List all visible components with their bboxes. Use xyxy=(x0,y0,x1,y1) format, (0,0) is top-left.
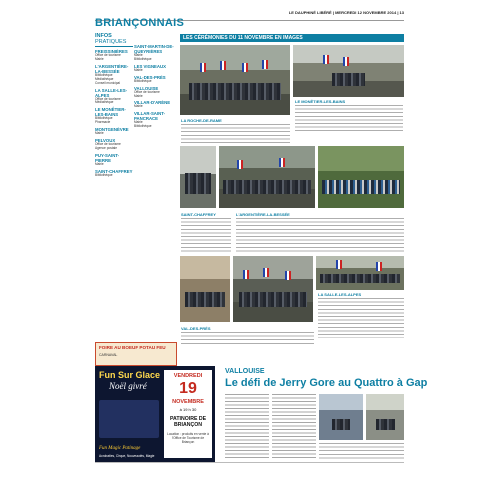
infos-service: Office de tourisme xyxy=(134,89,160,94)
infos-service: Médiathèque xyxy=(95,76,114,81)
infos-service: Mairie xyxy=(95,56,104,61)
infos-town: LE MONÊTIER-LES-BAINS xyxy=(95,107,126,118)
photo-roche xyxy=(180,45,290,115)
article-title: Le défi de Jerry Gore au Quattro à Gap xyxy=(225,377,428,389)
text-chaffrey xyxy=(181,218,231,252)
infos-town: SAINT-CHAFFREY xyxy=(95,168,133,174)
infos-service: Mairie xyxy=(134,93,143,98)
infos-town: LA SALLE-LES-ALPES xyxy=(95,87,128,98)
infos-town: MONTGENÈVRE xyxy=(95,127,129,133)
article-photo-caption xyxy=(319,443,404,460)
infos-col1 xyxy=(95,49,133,178)
infos-service: Office de tourisme xyxy=(95,53,121,57)
article-kicker: VALLOUISE xyxy=(225,368,265,375)
text-salle xyxy=(318,298,404,338)
masthead-line: LE DAUPHINÉ LIBÉRÉ | MERCREDI 12 NOVEMBRE 2014 | 13 xyxy=(288,10,404,15)
ad-foire-line2: CARNAVAL xyxy=(99,353,118,357)
paper-name: LE DAUPHINÉ LIBÉRÉ xyxy=(288,10,332,15)
infos-col2 xyxy=(134,42,174,129)
ad-title2: Noël givré xyxy=(109,381,147,391)
infos-town: VALLOUISE xyxy=(134,85,159,91)
photo-argentiere xyxy=(219,146,315,208)
ad-foire-line1: FOIRE AU BOEUF POTAU FEU xyxy=(99,345,166,350)
photo-valdespres xyxy=(180,256,230,322)
infos-pratiques xyxy=(95,33,133,178)
ad-info: Location : produits en vente à l'Office de Tourisme de Briançon xyxy=(167,432,209,444)
ad-skater-image xyxy=(99,400,159,438)
article-photo-1 xyxy=(319,394,363,440)
caption-valdespres: VAL-DES-PRÉS xyxy=(181,326,211,331)
ad-footer2: Acrobaties, Cirque, Nouveautés, Magie xyxy=(99,454,155,458)
infos-service: Bibliothèque xyxy=(95,116,113,121)
ad-footer1: Fun Magic Patinage xyxy=(99,446,141,451)
text-roche xyxy=(181,124,290,144)
ad-date: 19 xyxy=(179,380,197,397)
infos-town: SAINT-MARTIN-DE-QUEYRIÈRES xyxy=(134,44,174,54)
text-argentiere xyxy=(236,218,404,252)
ad-time: à 19 h 30 xyxy=(179,407,197,412)
infos-service: Office de tourisme xyxy=(95,96,121,101)
infos-town: VILLAR-D'ARÈNE xyxy=(134,100,171,106)
infos-service: Mairie xyxy=(134,53,143,57)
photo-monetier xyxy=(293,45,404,97)
photo-salle xyxy=(318,146,404,208)
article-col-2 xyxy=(272,394,316,460)
infos-heading-bold: INFOS xyxy=(95,33,112,39)
infos-service: Conseil municipal xyxy=(95,80,120,85)
infos-service: Mairie xyxy=(95,161,104,166)
infos-service: Agence postale xyxy=(95,145,117,150)
caption-argentiere: L'ARGENTIÈRE-LA-BESSÉE xyxy=(236,212,290,217)
text-valdespres xyxy=(181,332,314,346)
infos-service: Pharmacie xyxy=(95,120,111,125)
caption-chaffrey: SAINT-CHAFFREY xyxy=(181,212,216,217)
edition-date: MERCREDI 12 NOVEMBRE 2014 xyxy=(335,10,397,15)
ad-title1: Fun Sur Glace xyxy=(99,370,161,380)
ad-patinoire xyxy=(95,366,215,462)
infos-town: LES VIGNEAUX xyxy=(134,63,166,69)
infos-service: Bibliothèque xyxy=(95,72,113,77)
infos-town: VILLAR-SAINT-PANCRACE xyxy=(134,111,166,122)
infos-service: Bibliothèque xyxy=(95,172,113,177)
ceremonies-banner-text: LES CÉRÉMONIES DU 11 NOVEMBRE EN IMAGES xyxy=(183,35,303,41)
infos-town: L'ARGENTIÈRE-LA-BESSÉE xyxy=(95,63,129,74)
footer-rule xyxy=(95,462,404,463)
infos-service: Mairie xyxy=(95,131,104,136)
infos-service: Bibliothèque xyxy=(134,124,152,129)
article-col-1 xyxy=(225,394,269,460)
caption-salle: LA SALLE-LES-ALPES xyxy=(318,292,362,297)
ad-date-box xyxy=(164,370,212,458)
caption-monetier: LE MONÊTIER-LES-BAINS xyxy=(295,99,346,104)
infos-service: Médiathèque xyxy=(95,100,114,105)
ad-foire xyxy=(95,342,177,366)
ad-venue: PATINOIRE DE BRIANÇON xyxy=(169,416,207,428)
infos-service: Mairie xyxy=(134,67,143,72)
photo-salle-2 xyxy=(316,256,404,290)
infos-heading-rest: PRATIQUES xyxy=(95,39,127,45)
infos-service: Office de tourisme xyxy=(95,142,121,147)
infos-town: PUY-SAINT-PIERRE xyxy=(95,152,120,163)
page-number: 13 xyxy=(399,10,404,15)
photo-chaffrey xyxy=(180,146,216,208)
infos-service: Bibliothèque xyxy=(134,56,152,61)
infos-heading xyxy=(95,33,133,47)
infos-service: Bibliothèque xyxy=(134,78,152,83)
infos-town: FREISSINIÈRES xyxy=(95,49,128,54)
infos-service: Mairie xyxy=(134,104,143,109)
ad-month: NOVEMBRE xyxy=(172,399,204,405)
section-title: BRIANÇONNAIS xyxy=(95,17,185,29)
photo-center-group xyxy=(233,256,313,322)
ad-day: VENDREDI xyxy=(173,373,203,379)
ceremonies-banner xyxy=(180,34,404,42)
text-monetier xyxy=(295,105,403,131)
article-photo-2 xyxy=(366,394,404,440)
infos-service: Mairie xyxy=(134,120,143,125)
caption-roche: LA ROCHE-DE-RAME xyxy=(181,118,222,123)
infos-town: VAL-DES-PRÉS xyxy=(134,74,166,80)
infos-town: PELVOUX xyxy=(95,138,116,144)
